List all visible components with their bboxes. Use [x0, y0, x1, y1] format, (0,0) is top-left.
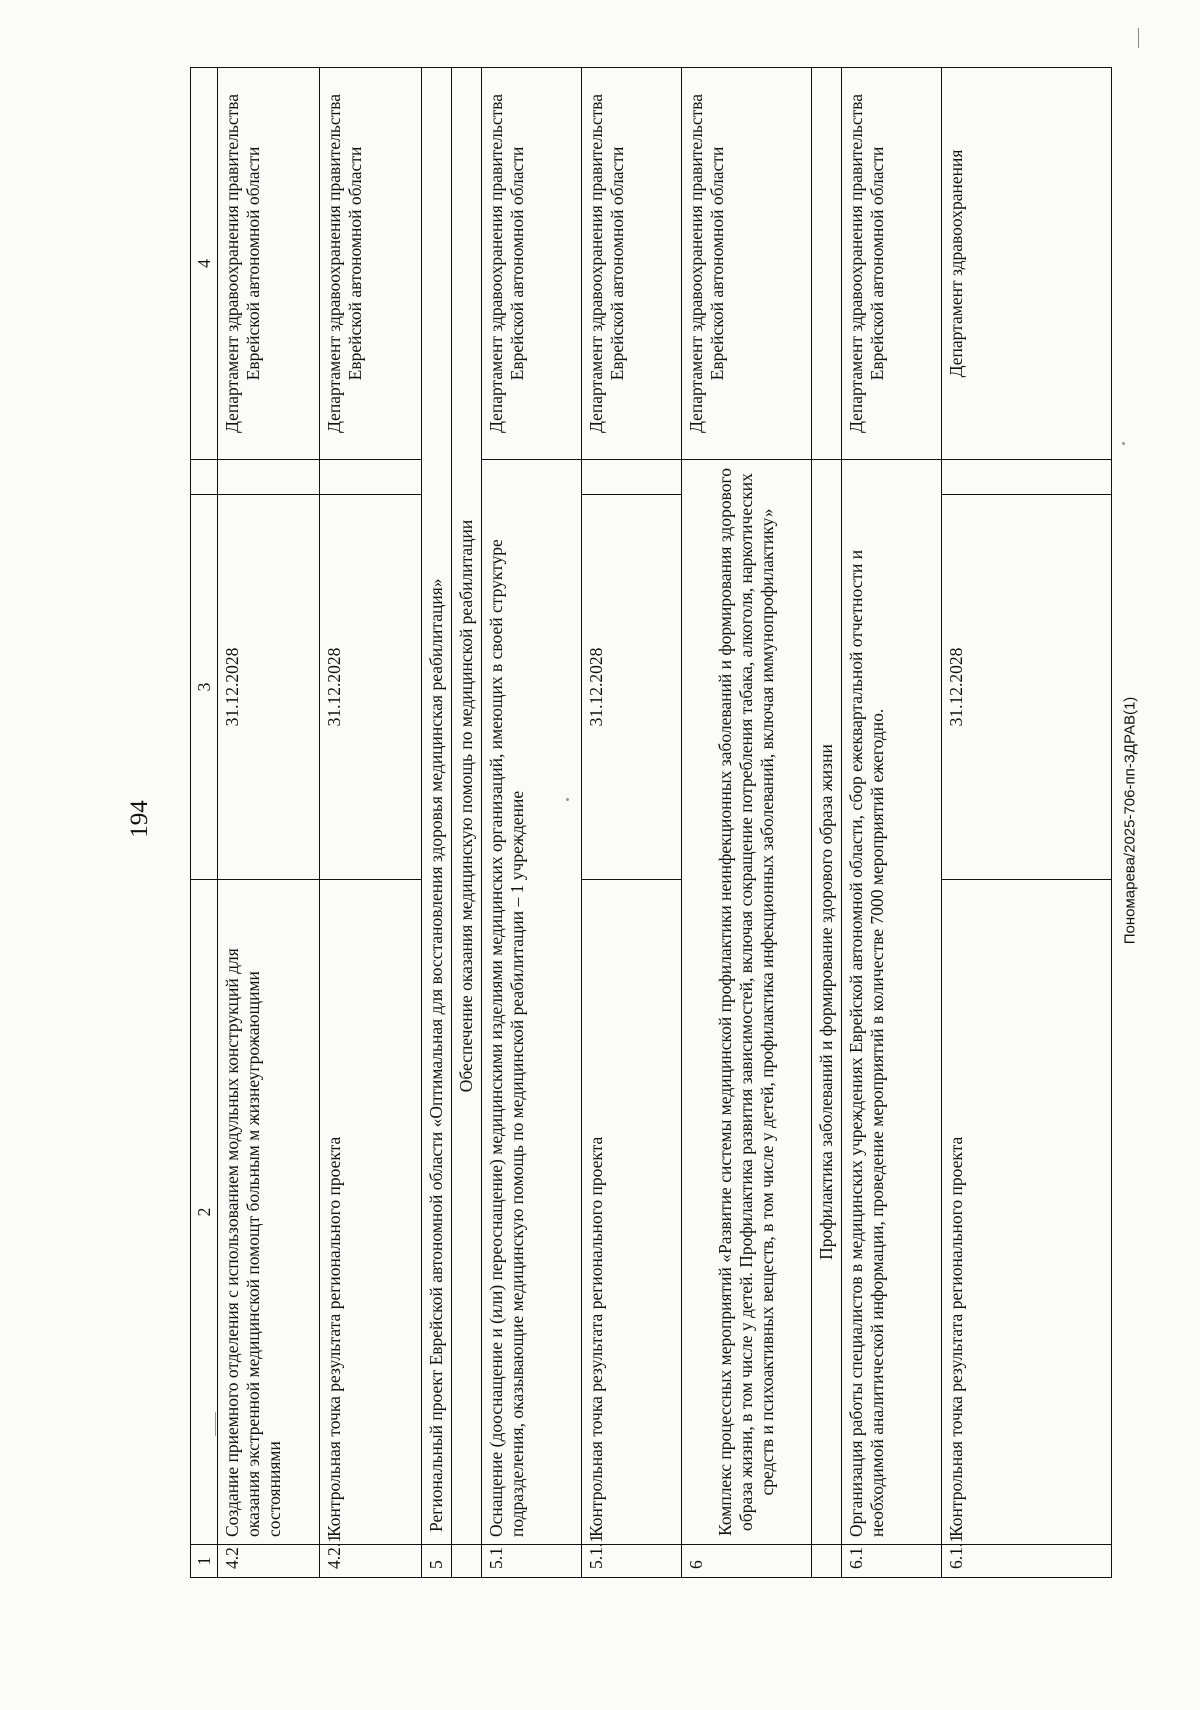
- table-row-section: [812, 68, 842, 1578]
- row-number: 4.2: [218, 1545, 320, 1578]
- header-col-2: 2: [191, 880, 218, 1545]
- header-col-3: 3: [191, 495, 218, 880]
- row-empty-number: [452, 1545, 482, 1578]
- row-spacer-cell: [942, 460, 1112, 495]
- row-description: Организация работы специалистов в медицинских учреждениях Еврейской автономной области, сбор ежеквартальной отчетности и необходимой аналитической информации, проведение мероприятий в количестве 7000 мероприятий ежегодно.: [842, 460, 942, 1545]
- table-row-complex: [682, 68, 812, 1578]
- row-spacer-cell: [218, 460, 320, 495]
- section-heading: Профилактика заболеваний и формирование здорового образа жизни: [812, 460, 842, 1545]
- table-row: [320, 68, 422, 1578]
- table-row-section: [452, 68, 482, 1578]
- row-department: Департамент здравоохранения правительства Еврейской автономной области: [842, 68, 942, 460]
- table-row: [218, 68, 320, 1578]
- table-row: [942, 68, 1112, 1578]
- header-col-1: 1: [191, 1545, 218, 1578]
- row-number: 6: [682, 1545, 812, 1578]
- header-spacer-cell: [191, 460, 218, 495]
- row-date: 31.12.2028: [942, 495, 1112, 880]
- footer-document-code: Пономарева/2025-706-пп-ЗДРАВ(1): [1121, 696, 1139, 945]
- project-title: Региональный проект Еврейской автономной области «Оптимальная для восстановления здоровья медицинская реабилитация»: [422, 68, 452, 1545]
- row-department: Департамент здравоохранения правительства Еврейской автономной области: [682, 68, 812, 460]
- row-date: 31.12.2028: [218, 495, 320, 880]
- row-date: 31.12.2028: [582, 495, 682, 880]
- row-department: Департамент здравоохранения: [942, 68, 1112, 460]
- row-number: 5.1: [482, 1545, 582, 1578]
- row-department: Департамент здравоохранения правительства Еврейской автономной области: [482, 68, 582, 460]
- row-spacer-cell: [320, 460, 422, 495]
- row-number: 4.2.1: [320, 1545, 422, 1578]
- table-row-project: [422, 68, 452, 1578]
- row-date: 31.12.2028: [320, 495, 422, 880]
- complex-title: Комплекс процессных мероприятий «Развитие системы медицинской профилактики неинфекционных заболеваний и формирования здорового образа жизни, в том числе у детей. Профилактика развития зависимостей, включая сокращение потребления табака, алкоголя, наркотических средств и психоактивных веществ, в том числе у детей, профилактика инфекционных заболеваний, включая иммунопрофилактику»: [682, 460, 812, 1545]
- page-number: 194: [126, 800, 153, 838]
- table-row: [582, 68, 682, 1578]
- row-number: 6.1: [842, 1545, 942, 1578]
- table-header-row: [191, 68, 218, 1578]
- header-col-4: 4: [191, 68, 218, 460]
- section-heading: Обеспечение оказания медицинскую помощь по медицинской реабилитации: [452, 68, 482, 1545]
- table-row: [482, 68, 582, 1578]
- row-spacer-cell: [582, 460, 682, 495]
- row-number: 6.1.1: [942, 1545, 1112, 1578]
- row-empty-number: [812, 1545, 842, 1578]
- row-number: 5.1.1: [582, 1545, 682, 1578]
- row-number: 5: [422, 1545, 452, 1578]
- row-description: Контрольная точка результата регионального проекта: [942, 880, 1112, 1545]
- row-description: Контрольная точка результата регионального проекта: [582, 880, 682, 1545]
- scan-edge-mark: [1138, 28, 1139, 48]
- row-department: Департамент здравоохранения правительства Еврейской автономной области: [582, 68, 682, 460]
- row-department: Департамент здравоохранения правительства Еврейской автономной области: [320, 68, 422, 460]
- row-description: Оснащение (дооснащение и (или) переоснащение) медицинскими изделиями медицинских организаций, имеющих в своей структуре подразделения, оказывающие медицинскую помощь по медицинской реабилитации – 1 учреждение: [482, 460, 582, 1545]
- row-empty-department: [812, 68, 842, 460]
- table-row: [842, 68, 942, 1578]
- scan-speck: [1122, 442, 1125, 445]
- measures-table: [190, 67, 1112, 1578]
- row-department: Департамент здравоохранения правительства Еврейской автономной области: [218, 68, 320, 460]
- row-description: Создание приемного отделения с использованием модульных конструкций для оказания экстренной медицинской помощт больным м жизнеугрожающими состояниями: [218, 880, 320, 1545]
- rotated-table-container: [190, 68, 1112, 1578]
- row-description: Контрольная точка результата регионального проекта: [320, 880, 422, 1545]
